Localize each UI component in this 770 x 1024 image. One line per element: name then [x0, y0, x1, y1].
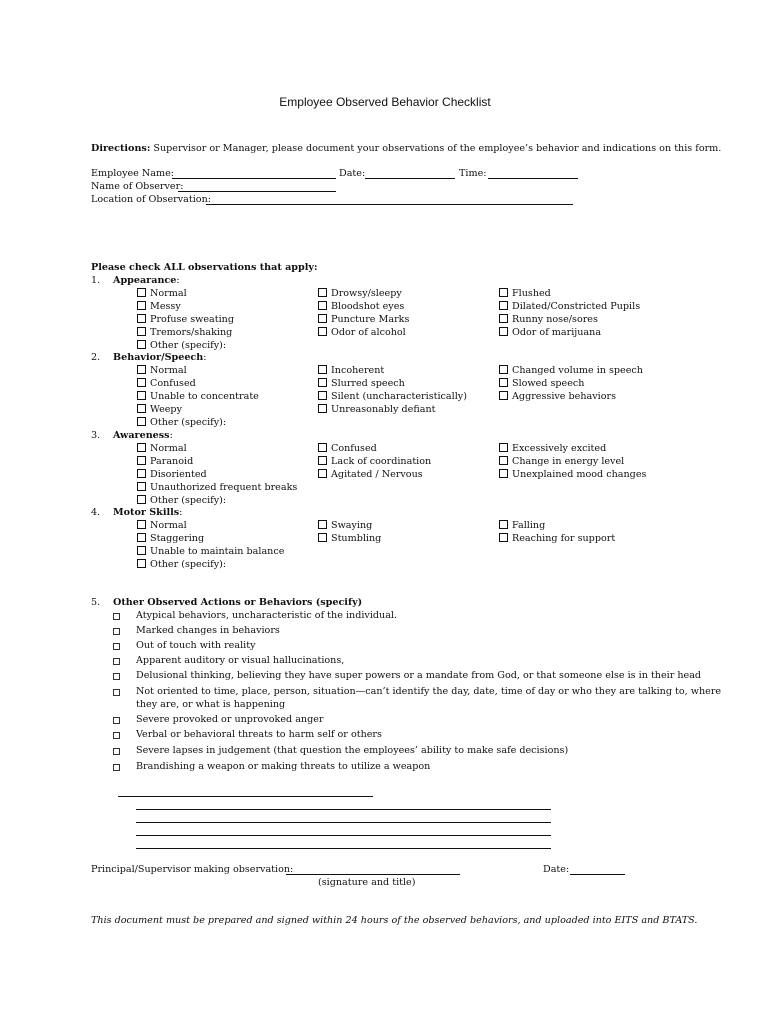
specify-line[interactable] — [136, 809, 551, 810]
checkbox-item[interactable]: Unable to maintain balance — [137, 546, 284, 558]
checkbox-item[interactable]: Flushed — [499, 288, 551, 300]
checkbox-item[interactable]: Incoherent — [318, 365, 384, 377]
checkbox[interactable] — [318, 469, 327, 478]
checkbox-item[interactable]: Unexplained mood changes — [499, 469, 646, 481]
checkbox[interactable] — [499, 391, 508, 400]
specify-line[interactable] — [136, 835, 551, 836]
checkbox[interactable] — [318, 404, 327, 413]
checkbox[interactable] — [318, 443, 327, 452]
checkbox-item[interactable]: Slowed speech — [499, 378, 584, 390]
checkbox-item[interactable]: Other (specify): — [137, 417, 226, 429]
section-title-other: Other Observed Actions or Behaviors (specify) — [113, 597, 363, 608]
checkbox-item[interactable]: Confused — [318, 443, 377, 455]
checkbox[interactable] — [318, 301, 327, 310]
checkbox-item[interactable]: Other (specify): — [137, 559, 226, 571]
checkbox-item[interactable]: Normal — [137, 365, 187, 377]
footer-note: This document must be prepared and signed within 24 hours of the observed behaviors, and uploaded into EITS and BTATS. — [91, 915, 698, 926]
list-item-continued: they are, or what is happening — [136, 699, 286, 710]
checkbox-item[interactable]: Slurred speech — [318, 378, 405, 390]
checkbox[interactable] — [318, 314, 327, 323]
checkbox-item[interactable]: Lack of coordination — [318, 456, 431, 468]
list-item: Apparent auditory or visual hallucinations, — [136, 655, 345, 666]
list-item: Out of touch with reality — [136, 640, 256, 651]
checkbox-item[interactable]: Unauthorized frequent breaks — [137, 482, 297, 494]
checkbox-item[interactable]: Bloodshot eyes — [318, 301, 404, 313]
checkbox[interactable] — [499, 456, 508, 465]
date-label: Date: — [543, 864, 570, 875]
checkbox[interactable] — [137, 365, 146, 374]
checkbox-item[interactable]: Normal — [137, 288, 187, 300]
date-label: Date: — [339, 168, 366, 179]
checkbox[interactable] — [499, 378, 508, 387]
checkbox[interactable] — [137, 404, 146, 413]
checkbox[interactable] — [137, 417, 146, 426]
checkbox[interactable] — [137, 301, 146, 310]
checkbox-item[interactable]: Change in energy level — [499, 456, 624, 468]
checkbox[interactable] — [113, 717, 120, 724]
list-item: Not oriented to time, place, person, situation—can’t identify the day, date, time of day or who they are talking to, where — [136, 686, 722, 697]
checkbox[interactable] — [499, 533, 508, 542]
checkbox-item[interactable]: Other (specify): — [137, 495, 226, 507]
checkbox[interactable] — [137, 520, 146, 529]
checkbox[interactable] — [137, 546, 146, 555]
location-line[interactable] — [206, 204, 573, 205]
checkbox[interactable] — [137, 391, 146, 400]
list-item: Brandishing a weapon or making threats to utilize a weapon — [136, 761, 431, 772]
employee-name-line[interactable] — [172, 178, 336, 179]
checkbox[interactable] — [137, 533, 146, 542]
checkbox[interactable] — [113, 689, 120, 696]
checkbox[interactable] — [137, 456, 146, 465]
time-label: Time: — [459, 168, 487, 179]
checkbox[interactable] — [137, 327, 146, 336]
observer-line[interactable] — [178, 191, 336, 192]
section-title-awareness: Awareness: — [113, 430, 173, 441]
checkbox-item[interactable]: Other (specify): — [137, 340, 226, 352]
checkbox[interactable] — [499, 443, 508, 452]
checkbox[interactable] — [113, 748, 120, 755]
list-item: Verbal or behavioral threats to harm self or others — [136, 729, 382, 740]
checkbox-item[interactable]: Messy — [137, 301, 181, 313]
checkbox-item[interactable]: Paranoid — [137, 456, 193, 468]
directions-text: Supervisor or Manager, please document your observations of the employee’s behavior and indications on this form. — [150, 143, 722, 154]
checkbox[interactable] — [318, 288, 327, 297]
checkbox-item[interactable]: Weepy — [137, 404, 182, 416]
signature-line[interactable] — [286, 874, 460, 875]
checkbox-item[interactable]: Changed volume in speech — [499, 365, 643, 377]
section-title-appearance: Appearance: — [113, 275, 180, 286]
checkbox[interactable] — [137, 288, 146, 297]
checkbox[interactable] — [318, 391, 327, 400]
checkbox-item[interactable]: Odor of marijuana — [499, 327, 601, 339]
checkbox[interactable] — [113, 643, 120, 650]
checkbox[interactable] — [113, 628, 120, 635]
checkbox[interactable] — [318, 456, 327, 465]
checkbox-item[interactable]: Puncture Marks — [318, 314, 409, 326]
checkbox-item[interactable]: Drowsy/sleepy — [318, 288, 402, 300]
list-item: Severe lapses in judgement (that question the employees’ ability to make safe decisions) — [136, 745, 569, 756]
checkbox[interactable] — [113, 732, 120, 739]
checkbox-item[interactable]: Odor of alcohol — [318, 327, 406, 339]
checkbox-item[interactable]: Falling — [499, 520, 545, 532]
checkbox[interactable] — [137, 559, 146, 568]
checkbox-item[interactable]: Unreasonably defiant — [318, 404, 436, 416]
checkbox-item[interactable]: Disoriented — [137, 469, 207, 481]
checkbox[interactable] — [318, 533, 327, 542]
checkbox[interactable] — [137, 482, 146, 491]
section-title-motor: Motor Skills: — [113, 507, 183, 518]
section-number: 2. — [91, 352, 101, 363]
checkbox[interactable] — [499, 365, 508, 374]
checkbox[interactable] — [137, 314, 146, 323]
checkbox[interactable] — [113, 764, 120, 771]
checkbox[interactable] — [318, 520, 327, 529]
checkbox[interactable] — [137, 443, 146, 452]
checkbox-item[interactable]: Normal — [137, 520, 187, 532]
specify-line[interactable] — [136, 848, 551, 849]
checkbox-item[interactable]: Excessively excited — [499, 443, 606, 455]
section-number: 5. — [91, 597, 101, 608]
list-item: Marked changes in behaviors — [136, 625, 280, 636]
list-item: Severe provoked or unprovoked anger — [136, 714, 324, 725]
section-title-behavior: Behavior/Speech: — [113, 352, 207, 363]
directions-label: Directions: — [91, 143, 151, 154]
signature-caption: (signature and title) — [318, 877, 416, 888]
employee-name-label: Employee Name: — [91, 168, 175, 179]
checkbox[interactable] — [113, 658, 120, 665]
section-number: 4. — [91, 507, 101, 518]
signature-date-line[interactable] — [570, 874, 625, 875]
checkbox[interactable] — [137, 340, 146, 349]
checkbox-item[interactable]: Unable to concentrate — [137, 391, 259, 403]
checkbox[interactable] — [499, 327, 508, 336]
checkbox[interactable] — [499, 288, 508, 297]
checkbox-item[interactable]: Reaching for support — [499, 533, 615, 545]
location-label: Location of Observation: — [91, 194, 211, 205]
list-item: Atypical behaviors, uncharacteristic of the individual. — [136, 610, 398, 621]
checkbox-item[interactable]: Tremors/shaking — [137, 327, 232, 339]
checkbox-item[interactable]: Confused — [137, 378, 196, 390]
section-number: 3. — [91, 430, 101, 441]
section-number: 1. — [91, 275, 101, 286]
checkbox-item[interactable]: Stumbling — [318, 533, 381, 545]
checkbox[interactable] — [113, 673, 120, 680]
time-line[interactable] — [488, 178, 578, 179]
principal-label: Principal/Supervisor making observation: — [91, 864, 294, 875]
list-item: Delusional thinking, believing they have super powers or a mandate from God, or that someone else is in their head — [136, 670, 702, 681]
checkbox-item[interactable]: Normal — [137, 443, 187, 455]
checkbox-item[interactable]: Agitated / Nervous — [318, 469, 423, 481]
check-instruction: Please check ALL observations that apply: — [91, 262, 318, 273]
checkbox-item[interactable]: Runny nose/sores — [499, 314, 598, 326]
checkbox[interactable] — [318, 378, 327, 387]
checkbox[interactable] — [137, 378, 146, 387]
checkbox-item[interactable]: Staggering — [137, 533, 204, 545]
directions — [91, 143, 721, 155]
checkbox[interactable] — [137, 495, 146, 504]
checkbox-item[interactable]: Dilated/Constricted Pupils — [499, 301, 640, 313]
specify-line[interactable] — [118, 796, 373, 797]
checkbox[interactable] — [318, 327, 327, 336]
checkbox-item[interactable]: Swaying — [318, 520, 372, 532]
checkbox[interactable] — [499, 469, 508, 478]
checkbox[interactable] — [318, 365, 327, 374]
date-line[interactable] — [365, 178, 455, 179]
checkbox[interactable] — [499, 301, 508, 310]
checkbox[interactable] — [499, 520, 508, 529]
checkbox[interactable] — [137, 469, 146, 478]
checkbox-item[interactable]: Aggressive behaviors — [499, 391, 616, 403]
page-title: Employee Observed Behavior Checklist — [279, 95, 491, 109]
observer-label: Name of Observer: — [91, 181, 184, 192]
checkbox-item[interactable]: Silent (uncharacteristically) — [318, 391, 467, 403]
checkbox-item[interactable]: Profuse sweating — [137, 314, 234, 326]
checkbox[interactable] — [113, 613, 120, 620]
checkbox[interactable] — [499, 314, 508, 323]
specify-line[interactable] — [136, 822, 551, 823]
